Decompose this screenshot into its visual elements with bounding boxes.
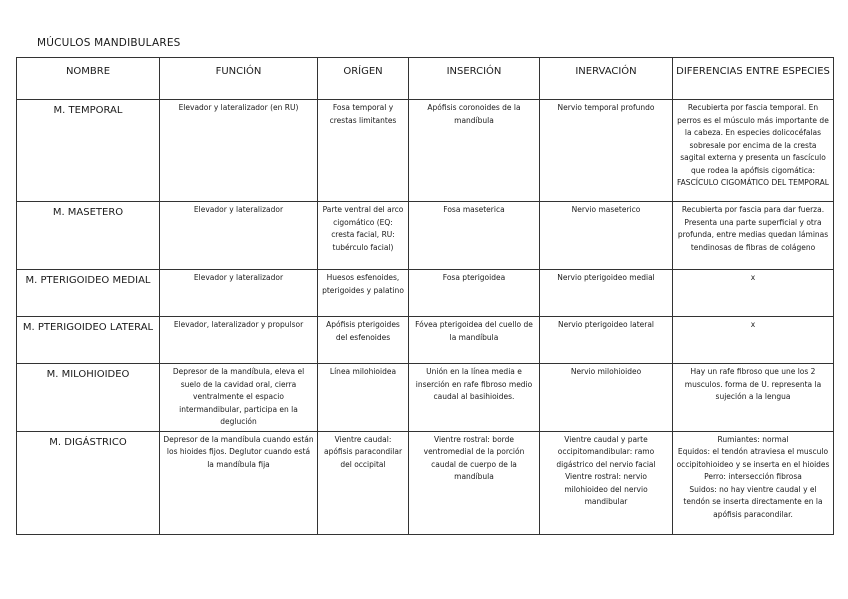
header-nombre: NOMBRE (17, 58, 160, 100)
cell-origen: Parte ventral del arco cigomático (EQ: cresta facial, RU: tubérculo facial) (318, 202, 409, 270)
cell-inervacion: Vientre caudal y parte occipitomandibular: ramo digástrico del nervio facial Vientre rostral: nervio milohioideo del nervio mandibular (540, 431, 673, 534)
table-header-row (17, 58, 834, 100)
table-row (17, 270, 834, 317)
cell-origen: Apófisis pterigoides del esfenoides (318, 317, 409, 364)
header-funcion: FUNCIÓN (160, 58, 318, 100)
cell-diferencias: x (673, 270, 834, 317)
cell-diferencias: Recubierta por fascia temporal. En perros es el músculo más importante de la cabeza. En especies dolicocéfalas sobresale por encima de la cresta sagital externa y presenta un fascículo que rodea la apófisis cigomática: FASCÍCULO CIGOMÁTICO DEL TEMPORAL (673, 100, 834, 202)
table-row (17, 100, 834, 202)
cell-inervacion: Nervio maseterico (540, 202, 673, 270)
cell-insercion: Apófisis coronoides de la mandíbula (409, 100, 540, 202)
diferencia-perro: Perro: intersección fibrosa (704, 472, 802, 481)
cell-inervacion: Nervio pterigoideo medial (540, 270, 673, 317)
cell-nombre: M. TEMPORAL (17, 100, 160, 202)
diferencia-suidos: Suidos: no hay vientre caudal y el tendón se inserta directamente en la apófisis paracondilar. (683, 484, 823, 519)
cell-diferencias: Hay un rafe fibroso que une los 2 musculos. forma de U. representa la sujeción a la lengua (673, 364, 834, 432)
cell-origen: Vientre caudal: apófisis paracondilar del occipital (318, 431, 409, 534)
header-origen: ORÍGEN (318, 58, 409, 100)
cell-nombre: M. MILOHIOIDEO (17, 364, 160, 432)
cell-diferencias (673, 431, 834, 534)
header-inervacion: INERVACIÓN (540, 58, 673, 100)
cell-funcion: Elevador y lateralizador (160, 270, 318, 317)
cell-nombre: M. DIGÁSTRICO (17, 431, 160, 534)
diferencia-rumiantes: Rumiantes: normal (717, 434, 789, 444)
cell-origen: Línea milohioidea (318, 364, 409, 432)
cell-insercion: Unión en la línea media e inserción en rafe fibroso medio caudal al basihioides. (409, 364, 540, 432)
table-row (17, 431, 834, 534)
cell-insercion: Fosa pterigoidea (409, 270, 540, 317)
cell-inervacion: Nervio milohioideo (540, 364, 673, 432)
document-title: MÚCULOS MANDIBULARES (37, 37, 181, 49)
cell-funcion: Depresor de la mandíbula, eleva el suelo de la cavidad oral, cierra ventralmente el espacio intermandibular, participa en la deglución (160, 364, 318, 432)
cell-diferencias: x (673, 317, 834, 364)
table-row (17, 364, 834, 432)
header-diferencias: DIFERENCIAS ENTRE ESPECIES (673, 58, 834, 100)
cell-funcion: Depresor de la mandíbula cuando están los hioides fijos. Deglutor cuando está la mandíbula fija (160, 431, 318, 534)
diferencia-equidos: Equidos: el tendón atraviesa el musculo occipitohioideo y se inserta en el hioides (676, 447, 830, 469)
table-row (17, 202, 834, 270)
cell-origen: Huesos esfenoides, pterigoides y palatino (318, 270, 409, 317)
cell-insercion: Fóvea pterigoidea del cuello de la mandíbula (409, 317, 540, 364)
cell-inervacion: Nervio temporal profundo (540, 100, 673, 202)
cell-funcion: Elevador, lateralizador y propulsor (160, 317, 318, 364)
cell-origen: Fosa temporal y crestas limitantes (318, 100, 409, 202)
cell-insercion: Fosa maseterica (409, 202, 540, 270)
muscles-table (16, 57, 834, 535)
cell-funcion: Elevador y lateralizador (160, 202, 318, 270)
cell-funcion: Elevador y lateralizador (en RU) (160, 100, 318, 202)
cell-nombre: M. MASETERO (17, 202, 160, 270)
cell-nombre: M. PTERIGOIDEO MEDIAL (17, 270, 160, 317)
cell-insercion: Vientre rostral: borde ventromedial de la porción caudal de cuerpo de la mandíbula (409, 431, 540, 534)
cell-diferencias: Recubierta por fascia para dar fuerza. Presenta una parte superficial y otra profunda, entre medias quedan láminas tendinosas de fibras de colágeno (673, 202, 834, 270)
cell-inervacion: Nervio pterigoideo lateral (540, 317, 673, 364)
header-insercion: INSERCIÓN (409, 58, 540, 100)
cell-nombre: M. PTERIGOIDEO LATERAL (17, 317, 160, 364)
table-row (17, 317, 834, 364)
